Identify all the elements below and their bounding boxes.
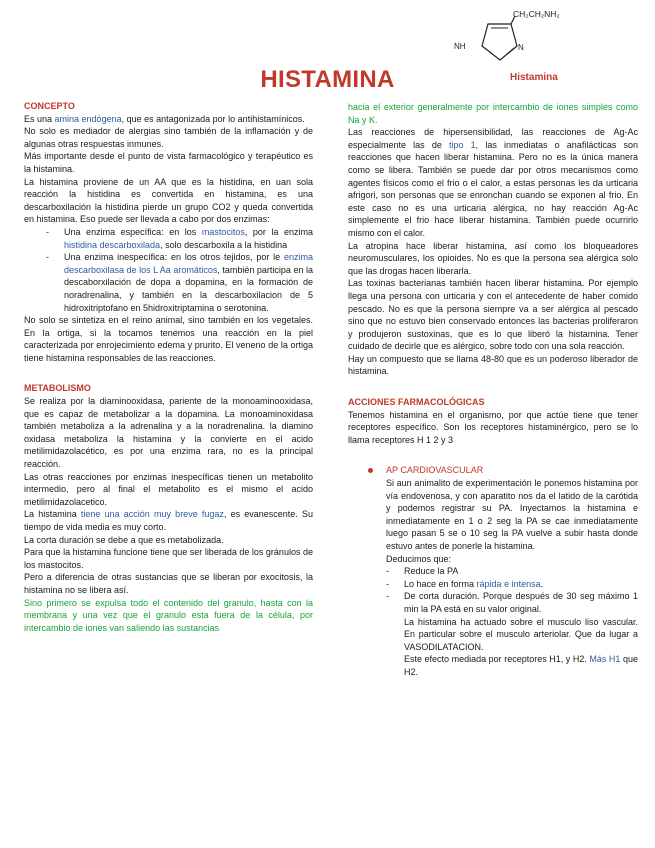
metabolismo-heading: METABOLISMO	[24, 383, 91, 394]
side-chain-label: CH₂CH₂NH₂	[513, 9, 560, 19]
concepto-paragraph-1	[24, 113, 313, 126]
metabolismo-paragraph-2: Las otras reacciones por enzimas inespecíficas tienen un metabolito intermedio, pero al final el metabolito es el mismo el acido metilimidazolacetico.	[24, 471, 313, 507]
highlight-h1: Más H1	[589, 654, 621, 665]
text-run: Es una	[24, 113, 55, 124]
list-item: - De corta duración. Porque después de 30 seg máximo 1 min la PA está en su valor original.	[386, 590, 638, 615]
list-item	[64, 251, 313, 314]
molecule-caption: Histamina	[510, 72, 558, 83]
cardiovascular-paragraph-2: Deducimos que:	[386, 553, 452, 564]
metabolismo-paragraph-3	[24, 508, 313, 533]
left-column	[24, 100, 313, 634]
highlight-mastocitos: mastocitos	[201, 226, 245, 237]
deducciones-list	[348, 565, 638, 615]
metabolismo-paragraph-5: Para que la histamina funcione tiene que ser liberada de los gránulos de los mastocitos.	[24, 547, 313, 570]
metabolismo-paragraph-7: Sino primero se expulsa todo el contenido del granulo, hasta con la membrana y una vez que el granulo esta fuera de la célula, por intercambio de iones van saliendo las sustancias	[24, 597, 313, 633]
highlight-accion: tiene una acción muy breve fugaz	[80, 509, 224, 520]
metabolismo-paragraph-4: La corta duración se debe a que es metabolizada.	[24, 534, 224, 545]
concepto-paragraph-3: Más importante desde el punto de vista farmacológico y terapéutico es la histamina.	[24, 151, 313, 174]
highlight-rapida: rápida e intensa	[476, 578, 541, 589]
text-run: La histamina	[24, 509, 81, 520]
toxinas-paragraph: Las toxinas bacterianas también hacen liberar histamina. Por ejemplo llega una persona con urticaria y con el antecedente de haber comido pescado. No es que la persona siempre va a ser alérgica al pescado sino que no estuvo bien conservado entonces las bacterias proliferaron y produjeron sustoxinas, que es lo que liberó la histamina. Tener cuidado de decirle que es alérgico, sobre todo con una sola reacción.	[348, 278, 638, 352]
list-item	[386, 578, 638, 591]
text-run: Una enzima inespecífica: en los otros tejidos, por le	[64, 252, 284, 263]
metabolismo-paragraph-1: Se realiza por la diaminooxidasa, pariente de la monoaminooxidasa, que es capaz de metabolizar a la dopamina. La monoaminoxidasa también metaboliza a la adrenalina y a la noradrenalina. la diamino oxidasa metaboliza la histamina y la convierte en el acido metilimidazolacético, es por una enzima rara, no es la principal reacción.	[24, 396, 313, 470]
text-run: Una enzima específica: en los	[64, 226, 202, 237]
cardiovascular-paragraph-3: La histamina ha actuado sobre el musculo liso vascular. En particular sobre el musculo arteriolar. Que da lugar a VASODILATACION.	[404, 616, 638, 652]
highlight-tipo1: tipo 1	[449, 139, 476, 150]
text-run: , es evanescente. Su tiempo de vida media es muy corto.	[24, 509, 314, 532]
metabolismo-paragraph-6: Pero a diferencia de otras sustancias que se liberan por exocitosis, la histamina no se libera así.	[24, 572, 313, 595]
text-run: , que es antagonizada por lo antihistamínicos.	[121, 113, 305, 124]
text-run: Este efecto mediada por receptores H1, y H2.	[404, 654, 590, 665]
list-item	[64, 226, 313, 251]
text-run: que H2.	[404, 654, 638, 677]
atropina-paragraph: La atropina hace liberar histamina, así como los bloqueadores neuromusculares, los opioides. No es que la persona sea alérgica solo que las drogas hacen liberarla.	[348, 240, 638, 276]
text-run: Lo hace en forma	[404, 578, 477, 589]
list-item: - Reduce la PA	[386, 565, 638, 578]
cardiovascular-paragraph-4	[348, 653, 638, 678]
concepto-heading: CONCEPTO	[24, 101, 75, 111]
cardiovascular-paragraph-1: Si aun animalito de experimentación le ponemos histamina por vía endovenosa, y con aparatito nos da el latido de la carótida y podemos registrar su PA. Inyectamos la histamina e inmediatamente en 1 o 2 seg la PA se cae inmediatamente luego pasan 5 se o 10 seg la PA vuelve a subir hasta donde estuvo antes de ponerle la histamina.	[386, 478, 638, 551]
enzyme-list	[24, 226, 313, 314]
highlight-enzyme: enzima descarboxilasa de los L Aa aromáticos	[64, 252, 313, 275]
highlight-enzyme: histidina descarboxilada	[64, 239, 161, 250]
ring-n-label: N	[518, 43, 524, 52]
cardiovascular-heading: AP CARDIOVASCULAR	[348, 464, 638, 477]
text-run: , las inmediatas o anafilácticas son reacciones que hacen liberar histamina. Pero no es la única manera como se libera. También se puede dar por otros mecanismos como agentes físicos como el frio o el calor, a estas personas les da urticaria afrigori, son personas que se enronchan cuando se exponen al frio. En este caso no es una urticaria alérgica, no hay reacción Ag-Ac simplemente el frio hace liberar histamina. También puede ocurrirlo mismo con el calor.	[348, 139, 638, 238]
continued-paragraph: hacia el exterior generalmente por intercambio de iones simples como Na y K.	[348, 102, 638, 125]
acciones-paragraph: Tenemos histamina en el organismo, por que actúe tiene que tener receptores específico. Son los receptores histaminérgico, pero se lo llama receptores H 1 2 y 3	[348, 409, 638, 445]
page-title: HISTAMINA	[260, 66, 395, 93]
right-column	[348, 101, 638, 679]
text-run: , por la enzima	[244, 226, 313, 237]
concepto-paragraph-5: No solo se sintetiza en el reino animal, sino también en los vegetales. En la ortiga, si la tocamos tenemos una reacción en la piel caracterizada por enrojecimiento edema y prurito. El veneno de la ortiga tiene histamina responsables de las reacciones.	[24, 315, 313, 363]
concepto-paragraph-4: La histamina proviene de un AA que es la histidina, en uan sola reacción la histidina es convertida en histamina, es una descarboxilación la histidina pierde un grupo CO2 y queda convertida en histamina. Eso puede ser llevada a cabo por dos enzimas:	[24, 176, 313, 225]
text-run: , solo descarboxila a la histidina	[160, 239, 288, 250]
highlight-amina: amina endógena	[54, 113, 122, 124]
text-run: Las reacciones de hipersensibilidad, las reacciones de Ag-Ac especialmente las de	[348, 127, 638, 150]
acciones-heading: ACCIONES FARMACOLÓGICAS	[348, 397, 485, 408]
compuesto-paragraph: Hay un compuesto que se llama 48-80 que es un poderoso liberador de histamina.	[348, 353, 638, 377]
text-run: , también participa en la descaborxilación de dopa a dopamina, en la formación de noradrenalina, y también en la descarboxilacion de 5 hidroxitriptofano en 5hidroxitriptamina o serotonina.	[64, 264, 313, 313]
concepto-paragraph-2: No solo es mediador de alergias sino también de la inflamación y de algunas otras respuestas inmunes.	[24, 126, 313, 149]
imidazole-ring	[482, 24, 517, 60]
hipersensibilidad-paragraph	[348, 126, 638, 239]
text-run: .	[540, 578, 544, 589]
ring-nh-label: NH	[454, 42, 466, 51]
